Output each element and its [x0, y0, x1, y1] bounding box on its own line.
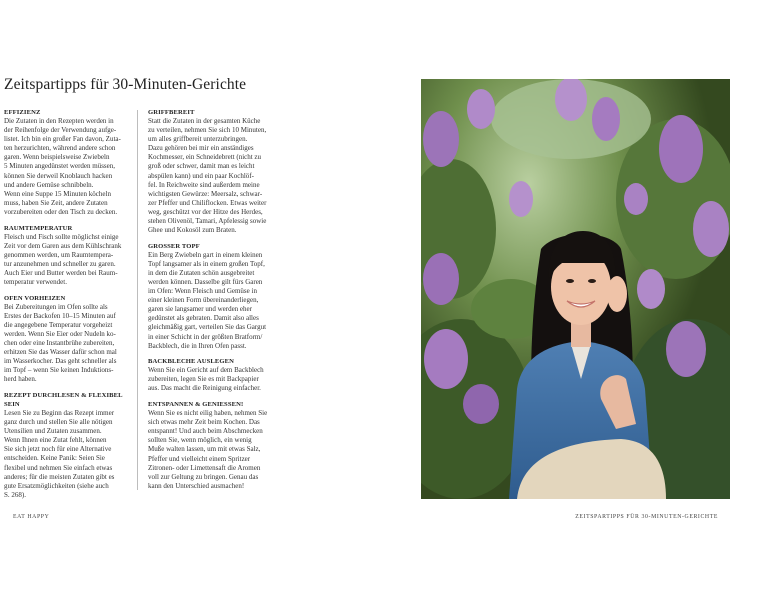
text-line: voll zur Geltung zu bringen. Genau das: [148, 472, 259, 481]
text-line: der Reihenfolge der Verwendung aufge-: [4, 126, 117, 135]
text-line: zubereiten, legen Sie es mit Backpapier: [148, 375, 259, 384]
text-line: aus. Das macht die Reinigung einfacher.: [148, 384, 261, 393]
text-line: ganz durch und stellen Sie alle nötigen: [4, 418, 113, 427]
text-line: Statt die Zutaten in der gesamten Küche: [148, 117, 261, 125]
text-line: Wenn Sie ein Gericht auf dem Backblech: [148, 366, 264, 375]
text-line: anderes; für die meisten Zutaten gibt es: [4, 472, 115, 481]
text-line: Wenn Sie es nicht eilig haben, nehmen Sie: [148, 409, 268, 418]
text-line: Zeit vor dem Garen aus dem Kühlschrank: [4, 241, 122, 250]
section-heading: GRIFFBEREIT: [148, 109, 195, 116]
text-line: Ein Berg Zwiebeln gart in einem kleinen: [148, 250, 263, 259]
tip-section: [4, 294, 126, 385]
text-line: einer kleinen Form übereinanderliegen,: [148, 296, 259, 305]
middle-text-column: [148, 108, 270, 497]
text-line: im Topf – wenn Sie keinen Induktions-: [4, 366, 114, 375]
text-line: gedünstet als gebraten. Damit also alles: [148, 314, 259, 323]
footer-left: EAT HAPPY: [13, 514, 50, 520]
text-line: sollten Sie, wenn möglich, ein wenig: [148, 436, 252, 445]
text-line: sich etwas mehr Zeit beim Kochen. Das: [148, 418, 260, 427]
text-line: Pfeffer und vielleicht einem Spritzer: [148, 454, 251, 463]
portrait-photo: [421, 79, 730, 499]
text-line: gute Ersatzmöglichkeiten (siehe auch: [4, 481, 109, 490]
text-line: chen oder eine Instantbrühe zubereiten,: [4, 338, 115, 347]
text-line: Sie sich jetzt noch für eine Alternative: [4, 445, 112, 454]
text-line: herd haben.: [4, 375, 37, 384]
text-line: die angegebene Temperatur vorgeheizt: [4, 320, 113, 329]
tip-section: [148, 357, 270, 393]
left-text-column: [4, 108, 126, 506]
text-line: abspülen kann) und ein paar Kochlöf-: [148, 171, 254, 180]
text-line: Ghee und Kokosöl zum Braten.: [148, 226, 237, 235]
tip-section: [4, 108, 126, 217]
text-line: Wenn eine Suppe 15 Minuten köcheln: [4, 189, 111, 198]
page-title: Zeitspartipps für 30-Minuten-Gerichte: [4, 76, 247, 93]
text-line: flexibel und nehmen Sie einfach etwas: [4, 463, 113, 472]
text-line: Fleisch und Fisch sollte möglichst einige: [4, 232, 119, 241]
section-heading: EFFIZIENZ: [4, 109, 41, 116]
section-heading: GROSSER TOPF: [148, 242, 200, 250]
column-divider: [137, 110, 138, 490]
text-line: gleichmäßig gart, verteilen Sie das Gargut: [148, 323, 267, 332]
section-heading: REZEPT DURCHLESEN & FLEXIBEL SEIN: [4, 391, 123, 408]
text-line: Muße walten lassen, um mit etwas Salz,: [148, 445, 261, 454]
text-line: ten herzurichten, während andere schon: [4, 144, 116, 153]
text-line: Bei Zubereitungen im Ofen sollte als: [4, 302, 108, 311]
photo-illustration: [421, 79, 730, 499]
text-line: können Sie derweil Knoblauch hacken: [4, 171, 113, 180]
text-line: Kochmesser, ein Schneidebrett (nicht zu: [148, 153, 262, 162]
text-line: temperatur verwendet.: [4, 278, 67, 286]
section-heading: BACKBLECHE AUSLEGEN: [148, 358, 234, 366]
text-line: Utensilien und Zutaten zusammen.: [4, 427, 102, 436]
text-line: erhitzen Sie das Wasser dafür schon mal: [4, 348, 117, 357]
text-line: fel. In Reichweite sind außerdem meine: [148, 180, 260, 189]
text-line: zer Pfeffer und Chiliflocken. Etwas weiter: [148, 198, 267, 207]
text-line: Zitronen- oder Limettensaft die Aromen: [148, 463, 261, 472]
text-line: kann den Unterschied ausmachen!: [148, 481, 245, 490]
text-line: werden. Wenn Sie Eier oder Nudeln ko-: [4, 329, 116, 338]
tip-section: [148, 242, 270, 351]
text-line: vorzubereiten oder den Tisch zu decken.: [4, 207, 118, 216]
section-heading: OFEN VORHEIZEN: [4, 294, 66, 302]
text-line: Die Zutaten in den Rezepten werden in: [4, 117, 114, 125]
text-line: Lesen Sie zu Beginn das Rezept immer: [4, 408, 115, 417]
text-line: um alles griffbereit unterzubringen.: [148, 135, 248, 144]
text-line: Auch Eier und Butter werden bei Raum-: [4, 268, 118, 277]
footer-right: ZEITSPARTIPPS FÜR 30-MINUTEN-GERICHTE: [575, 514, 718, 520]
text-line: entscheiden. Keine Panik: Seien Sie: [4, 454, 105, 463]
text-line: Erstes der Backofen 10–15 Minuten auf: [4, 311, 116, 320]
section-heading: ENTSPANNEN & GENIESSEN!: [148, 401, 244, 409]
text-line: stehen Olivenöl, Tamari, Apfelessig sowie: [148, 217, 267, 226]
text-line: genommen werden, um Raumtempera-: [4, 250, 114, 259]
text-line: Wenn Ihnen eine Zutat fehlt, können: [4, 436, 107, 445]
text-line: groß oder schwer, damit man es leicht: [148, 162, 255, 171]
text-line: garen. Wenn beispielsweise Zwiebeln: [4, 153, 110, 162]
text-line: werden können. Dasselbe gilt fürs Garen: [148, 278, 263, 286]
tip-section: [4, 391, 126, 500]
tip-section: [148, 400, 270, 491]
text-line: im Wasserkocher. Das geht schneller als: [4, 357, 117, 366]
text-line: in einer Schicht in der größten Bratform/: [148, 332, 263, 341]
text-line: muss, haben Sie Zeit, andere Zutaten: [4, 198, 108, 207]
text-line: zu verteilen, nehmen Sie sich 10 Minuten,: [148, 126, 267, 135]
text-line: weg, geschützt vor der Hitze des Herdes,: [148, 207, 263, 216]
tip-section: [148, 108, 270, 235]
text-line: wichtigsten Gewürze: Meersalz, schwar-: [148, 189, 263, 198]
tip-section: [4, 224, 126, 288]
text-line: in dem die Zutaten schön ausgebreitet: [148, 268, 255, 277]
text-line: und andere Gemüse schnibbeln.: [4, 180, 94, 189]
text-line: entspannt! Und auch beim Abschmecken: [148, 427, 263, 436]
section-heading: RAUMTEMPERATUR: [4, 224, 73, 232]
text-line: Dazu gehören bei mir ein anständiges: [148, 144, 254, 153]
text-line: Backblech, die in Ihren Ofen passt.: [148, 341, 247, 350]
text-line: im Ofen: Wenn Fleisch und Gemüse in: [148, 287, 257, 296]
text-line: tur anzunehmen und schneller zu garen.: [4, 259, 116, 268]
text-line: listet. Ich bin ein großer Fan davon, Zuta-: [4, 135, 121, 144]
text-line: Topf langsamer als in einem großen Topf,: [148, 259, 265, 268]
text-line: garen sie langsamer und werden eher: [148, 305, 252, 314]
text-line: 5 Minuten angedünstet werden müssen,: [4, 162, 116, 171]
text-line: S. 268).: [4, 490, 26, 499]
